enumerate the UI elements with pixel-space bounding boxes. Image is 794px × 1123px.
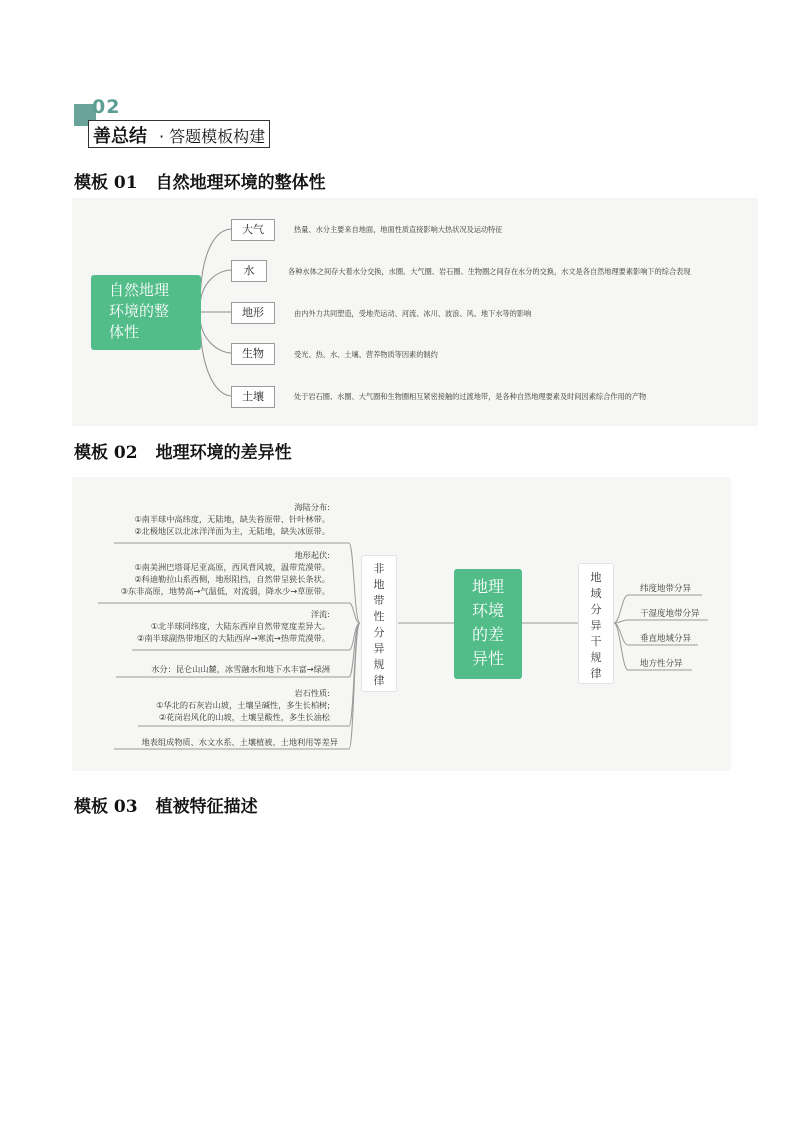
- left-item-line: ①华北的石灰岩山坡，土壤呈碱性，多生长柏树;: [156, 700, 330, 710]
- center-line: 环境的整: [109, 302, 170, 320]
- left-item-line: ②北极地区以北冰洋洋面为主，无陆地，缺失冰原带。: [134, 526, 330, 536]
- node-char: 分: [373, 626, 385, 639]
- right-item-vertical: 垂直地域分异: [640, 634, 692, 644]
- left-item-ocean-current: [137, 608, 330, 644]
- section1-heading-title: 自然地理环境的整体性: [155, 173, 326, 193]
- branch-desc-water: 各种水体之间存大着水分交换，水圈、大气圈、岩石圈、生物圈之间存在水分的交换，水文是各自然地理要素影响下的综合表现: [288, 267, 691, 276]
- left-item-rock: [156, 687, 330, 723]
- left-item-line: ②科迪勒拉山系西侧，地形阻挡，自然带呈狭长条状。: [134, 574, 330, 584]
- left-item-line: 岩石性质:: [294, 688, 330, 698]
- node-char: 非: [373, 562, 385, 575]
- node-char: 地: [590, 571, 602, 584]
- right-item-latitudinal: 纬度地带分异: [640, 584, 692, 594]
- section3-heading-label: 模板 03: [74, 797, 138, 817]
- right-item-moisture: 干湿度地带分异: [640, 609, 700, 619]
- center-node-difference: [454, 569, 522, 679]
- left-item-line: 海陆分布:: [294, 502, 330, 512]
- node-char: 异: [590, 619, 602, 632]
- node-char: 律: [590, 667, 602, 680]
- node-char: 带: [373, 594, 385, 607]
- right-item-local: 地方性分异: [640, 659, 683, 669]
- left-item-other: [141, 736, 338, 748]
- branch-node-biology: 生物: [231, 343, 275, 365]
- section-banner: [74, 96, 270, 148]
- section2-heading: [74, 438, 292, 463]
- branch-desc-atmosphere: 热量、水分主要来自地面，地面性质直接影响大热状况及运动特征: [294, 225, 503, 234]
- left-item-moisture: [151, 663, 330, 675]
- left-item-land-sea: [134, 501, 330, 537]
- center-line: 的差: [471, 625, 504, 644]
- node-char: 域: [590, 587, 602, 600]
- center-line: 环境: [471, 601, 504, 620]
- banner-title-box: [88, 120, 270, 148]
- center-line: 地理: [471, 577, 504, 596]
- node-char: 规: [373, 658, 385, 671]
- node-char: 规: [590, 651, 602, 664]
- node-char: 地: [373, 578, 385, 591]
- node-char: 律: [373, 674, 385, 687]
- branch-desc-landform: 由内外力共同塑造，受地壳运动、河流、冰川、波浪、风、地下水等的影响: [294, 309, 532, 318]
- left-item-line: 洋流:: [310, 609, 330, 619]
- left-item-terrain: [121, 549, 330, 597]
- left-item-line: ①南美洲巴塔哥尼亚高原，西风背风坡，温带荒漠带。: [134, 562, 330, 572]
- branch-node-water: 水: [231, 260, 267, 282]
- node-char: 异: [373, 642, 385, 655]
- section3-heading-title: 植被特征描述: [155, 797, 258, 817]
- left-item-line: 地形起伏:: [294, 550, 330, 560]
- center-line: 自然地理: [109, 281, 170, 299]
- banner-title-rest: · 答题模板构建: [159, 127, 266, 146]
- branch-desc-biology: 受光、热、水、土壤、营养物质等因素的制约: [294, 350, 438, 359]
- section1-heading: [74, 168, 326, 193]
- left-item-line: ②花岗岩风化的山坡，土壤呈酸性，多生长油松: [158, 712, 330, 722]
- node-non-zonal: [361, 555, 397, 692]
- branch-desc-soil: 处于岩石圈、水圈、大气圈和生物圈相互紧密接触的过渡地带，是各种自然地理要素及时间因素综合作用的产物: [294, 392, 647, 401]
- node-char: 分: [590, 603, 602, 616]
- banner-number: 02: [92, 96, 121, 118]
- left-item-line: ③东非高原，地势高→气温低，对流弱，降水少→草原带。: [120, 586, 330, 596]
- center-line: 异性: [471, 649, 504, 668]
- section1-heading-label: 模板 01: [74, 173, 138, 193]
- banner-title-bold: 善总结: [93, 126, 147, 147]
- node-char: 干: [590, 635, 602, 648]
- left-item-line: ①北半球同纬度，大陆东西岸自然带宽度差异大。: [150, 621, 330, 631]
- node-regional-differentiation: [578, 563, 614, 684]
- branch-node-soil: 土壤: [231, 386, 275, 408]
- mindmap-difference: [72, 477, 731, 771]
- left-item-line: 地表组成物质、水文水系、土壤植被、土地利用等差异: [141, 737, 338, 747]
- branch-node-landform: 地形: [231, 302, 275, 324]
- branch-node-atmosphere: 大气: [231, 219, 275, 241]
- center-line: 体性: [109, 323, 140, 341]
- section2-heading-label: 模板 02: [74, 443, 138, 463]
- center-node-integrity: [91, 275, 201, 350]
- left-item-line: ②南半球副热带地区的大陆西岸→寒流→热带荒漠带。: [137, 633, 330, 643]
- mindmap-integrity: [72, 198, 758, 426]
- section2-heading-title: 地理环境的差异性: [155, 443, 292, 463]
- left-item-line: ①南半球中高纬度，无陆地，缺失苔原带、针叶林带。: [134, 514, 330, 524]
- node-char: 性: [373, 610, 385, 623]
- left-item-line: 水分：昆仑山山麓，冰雪融水和地下水丰富→绿洲: [151, 664, 330, 674]
- section3-heading: [74, 792, 258, 817]
